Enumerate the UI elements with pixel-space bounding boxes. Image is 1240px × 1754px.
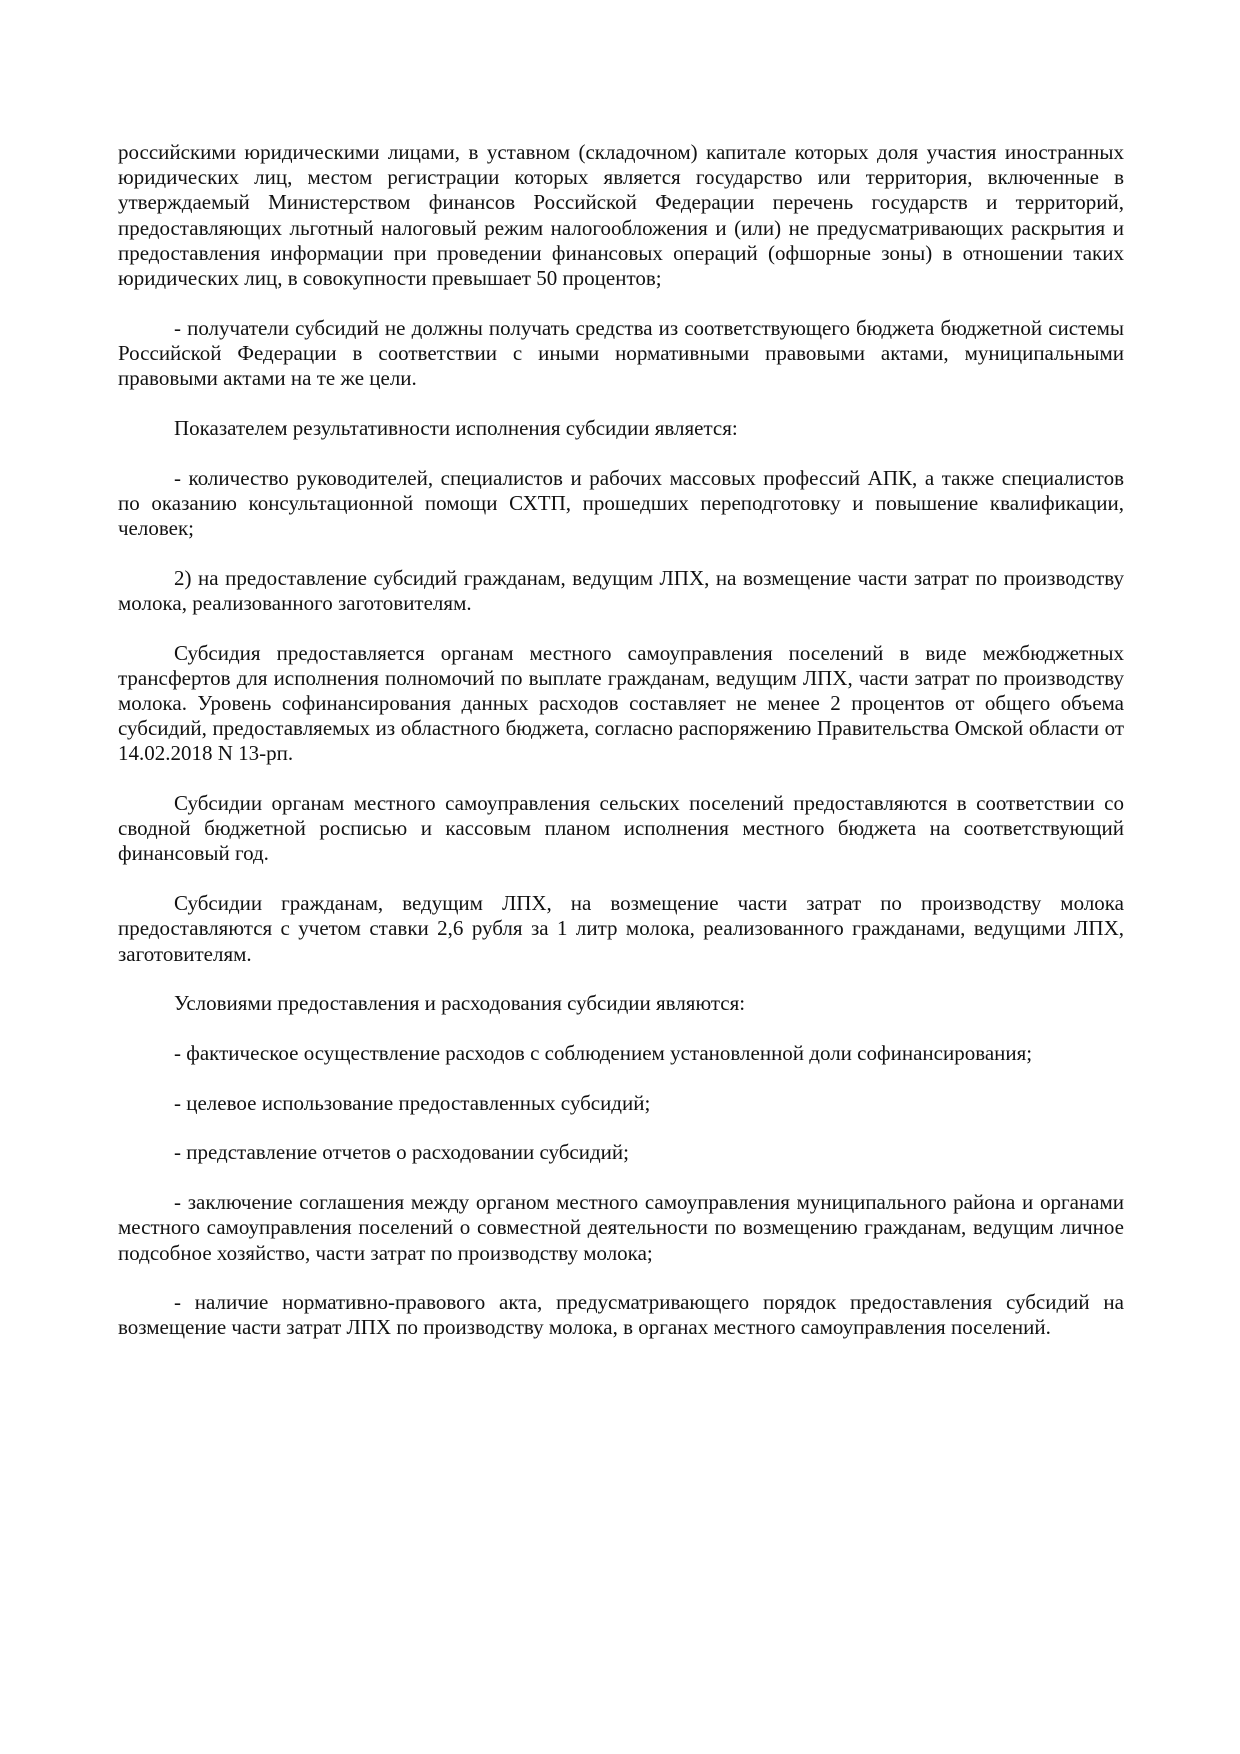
paragraph-continuation: российскими юридическими лицами, в уставном (складочном) капитале которых доля участия иностранных юридических лиц, местом регистрации которых является государство или территория, включенные в утверждаемый Министерством финансов Российской Федерации перечень государств и территорий, предоставляющих льготный налоговый режим налогообложения и (или) не предусматривающих раскрытия и предоставления информации при проведении финансовых операций (офшорные зоны) в отношении таких юридических лиц, в совокупности превышает 50 процентов; [118,140,1124,291]
paragraph: Субсидия предоставляется органам местного самоуправления поселений в виде межбюджетных трансфертов для исполнения полномочий по выплате гражданам, ведущим ЛПХ, части затрат по производству молока. Уровень софинансирования данных расходов составляет не менее 2 процентов от общего объема субсидий, предоставляемых из областного бюджета, согласно распоряжению Правительства Омской области от 14.02.2018 N 13-рп. [118,640,1124,766]
paragraph: - целевое использование предоставленных субсидий; [174,1090,651,1115]
paragraph: - представление отчетов о расходовании субсидий; [174,1140,629,1165]
paragraph: 2) на предоставление субсидий гражданам, ведущим ЛПХ, на возмещение части затрат по производству молока, реализованного заготовителям. [118,565,1124,615]
paragraph: Субсидии органам местного самоуправления сельских поселений предоставляются в соответствии со сводной бюджетной росписью и кассовым планом исполнения местного бюджета на соответствующий финансовый год. [118,791,1124,866]
paragraph: Субсидии гражданам, ведущим ЛПХ, на возмещение части затрат по производству молока предоставляются с учетом ставки 2,6 рубля за 1 литр молока, реализованного гражданами, ведущими ЛПХ, заготовителям. [118,891,1124,966]
paragraph: - фактическое осуществление расходов с соблюдением установленной доли софинансирования; [174,1040,1033,1065]
paragraph: Показателем результативности исполнения субсидии является: [174,415,738,440]
paragraph: Условиями предоставления и расходования субсидии являются: [174,991,746,1016]
document-page [118,140,1124,1365]
paragraph: - заключение соглашения между органом местного самоуправления муниципального района и органами местного самоуправления поселений о совместной деятельности по возмещению гражданам, ведущим личное подсобное хозяйство, части затрат по производству молока; [118,1190,1124,1265]
paragraph: - получатели субсидий не должны получать средства из соответствующего бюджета бюджетной системы Российской Федерации в соответствии с иными нормативными правовыми актами, муниципальными правовыми актами на те же цели. [118,315,1124,391]
paragraph: - наличие нормативно-правового акта, предусматривающего порядок предоставления субсидий на возмещение части затрат ЛПХ по производству молока, в органах местного самоуправления поселений. [118,1290,1124,1340]
paragraph: - количество руководителей, специалистов и рабочих массовых профессий АПК, а также специалистов по оказанию консультационной помощи СХТП, прошедших переподготовку и повышение квалификации, человек; [118,465,1124,540]
